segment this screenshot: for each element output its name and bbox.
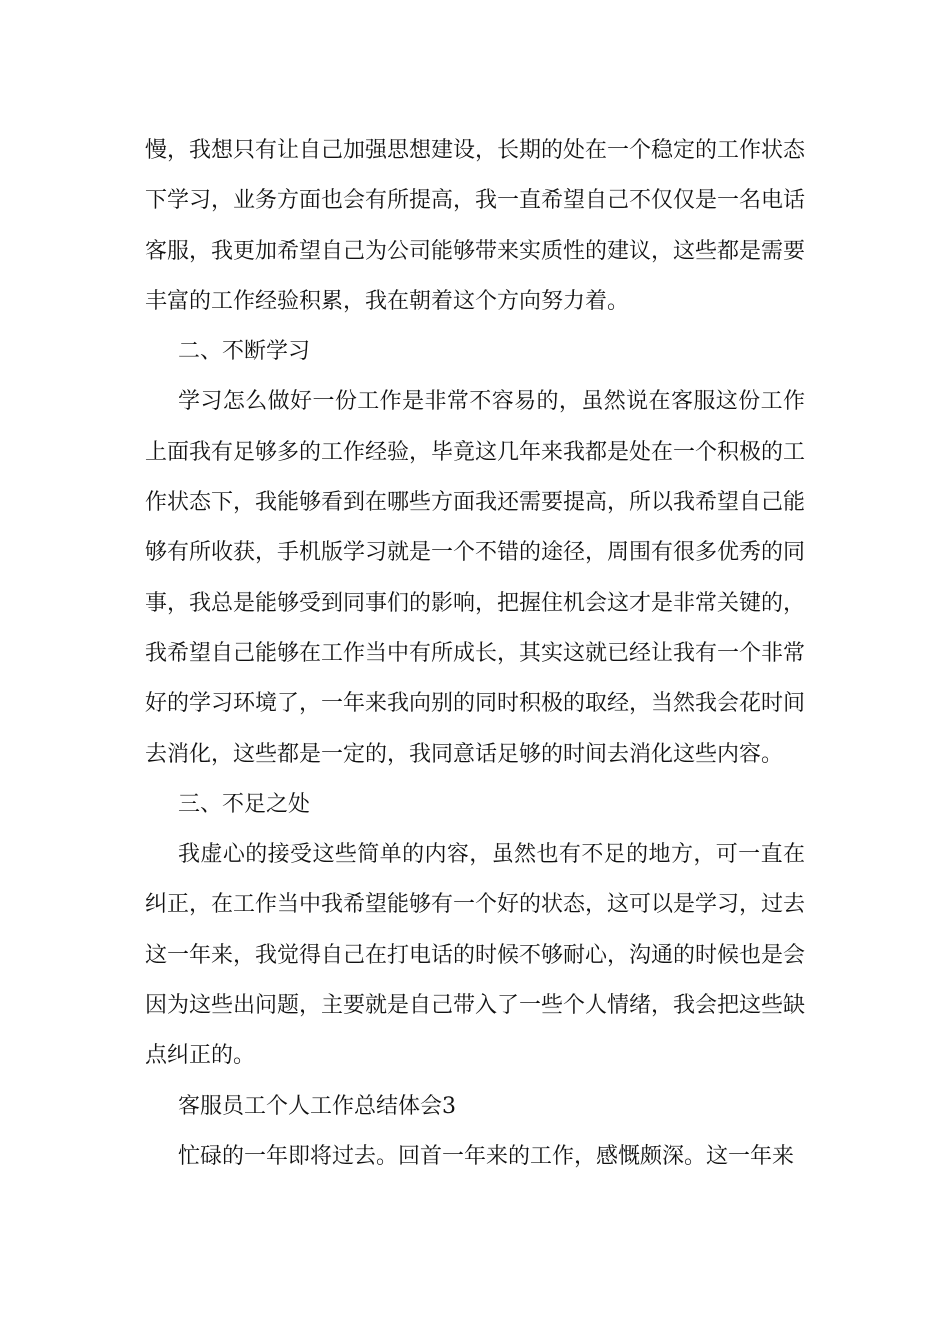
paragraph-continuation: 慢，我想只有让自己加强思想建设，长期的处在一个稳定的工作状态下学习，业务方面也会有所提高，我一直希望自己不仅仅是一名电话客服，我更加希望自己为公司能够带来实质性的建议，这些都是需要丰富的工作经验积累，我在朝着这个方向努力着。 bbox=[145, 138, 806, 314]
section-heading-learning: 二、不断学习 bbox=[178, 339, 311, 365]
paragraph-learning: 学习怎么做好一份工作是非常不容易的，虽然说在客服这份工作上面我有足够多的工作经验，毕竟这几年来我都是处在一个积极的工作状态下，我能够看到在哪些方面我还需要提高，所以我希望自己能够有所收获，手机版学习就是一个不错的途径，周围有很多优秀的同事，我总是能够受到同事们的影响，把握住机会这才是非常关键的，我希望自己能够在工作当中有所成长，其实这就已经让我有一个非常好的学习环境了，一年来我向别的同时积极的取经，当然我会花时间去消化，这些都是一定的，我同意话足够的时间去消化这些内容。 bbox=[145, 389, 806, 767]
section-heading-shortcomings: 三、不足之处 bbox=[178, 791, 311, 817]
paragraph-intro-3: 忙碌的一年即将过去。回首一年来的工作，感慨颇深。这一年来 bbox=[178, 1143, 795, 1169]
document-body bbox=[145, 126, 805, 1182]
paragraph-shortcomings: 我虚心的接受这些简单的内容，虽然也有不足的地方，可一直在纠正，在工作当中我希望能够有一个好的状态，这可以是学习，过去这一年来，我觉得自己在打电话的时候不够耐心，沟通的时候也是会因为这些出问题，主要就是自己带入了一些个人情绪，我会把这些缺点纠正的。 bbox=[145, 842, 806, 1069]
article-title-3: 客服员工个人工作总结体会3 bbox=[178, 1093, 456, 1119]
